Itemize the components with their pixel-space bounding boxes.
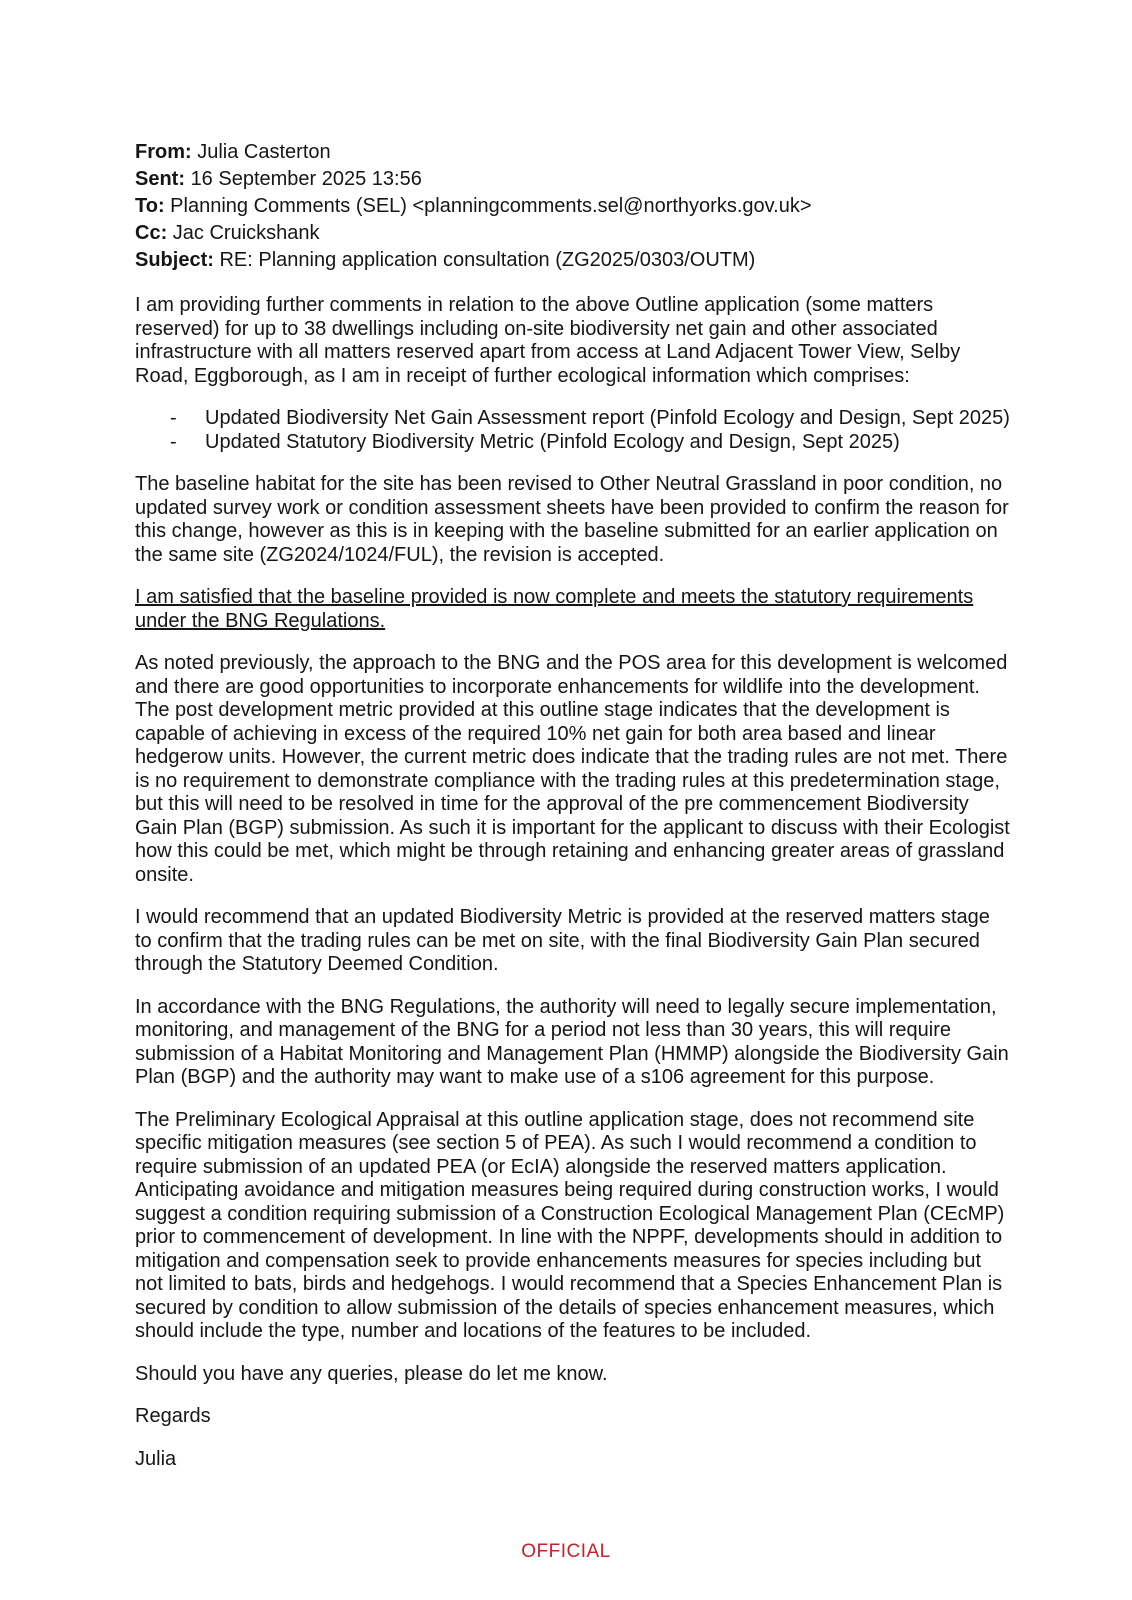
signoff-name: Julia — [135, 1447, 177, 1470]
header-field-to — [135, 193, 1011, 220]
signoff-regards: Regards — [135, 1405, 211, 1427]
attachment-list — [135, 407, 1011, 454]
cc-label: Cc: — [135, 222, 168, 244]
paragraph-bng-approach: As noted previously, the approach to the BNG and the POS area for this development is welcomed and there are good opportunities to incorporate enhancements for wildlife into the development. The post development metric provided at this outline stage indicates that the development is capable of achieving in excess of the required 10% net gain for both area based and linear hedgerow units. However, the current metric does indicate that the trading rules are not met. There is no requirement to demonstrate compliance with the trading rules at this predetermination stage, but this will need to be resolved in time for the approval of the pre commencement Biodiversity Gain Plan (BGP) submission. As such it is important for the applicant to discuss with their Ecologist how this could be met, which might be through retaining and enhancing greater areas of grassland onsite. — [135, 652, 1010, 886]
email-header — [135, 139, 1011, 274]
to-value: Planning Comments (SEL) <planningcomments.sel@northyorks.gov.uk> — [170, 195, 812, 217]
sent-value: 16 September 2025 13:56 — [190, 168, 422, 190]
header-field-sent — [135, 166, 1011, 193]
header-field-subject — [135, 247, 1011, 274]
paragraph-queries: Should you have any queries, please do let me know. — [135, 1362, 608, 1385]
paragraph-ecological-appraisal: The Preliminary Ecological Appraisal at this outline application stage, does not recommend site specific mitigation measures (see section 5 of PEA). As such I would recommend a condition to require submission of an updated PEA (or EcIA) alongside the reserved matters application. Anticipating avoidance and mitigation measures being required during construction works, I would suggest a condition requiring submission of a Construction Ecological Management Plan (CEcMP) prior to commencement of development. In line with the NPPF, developments should in addition to mitigation and compensation seek to provide enhancements measures for species including but not limited to bats, birds and hedgehogs. I would recommend that a Species Enhancement Plan is secured by condition to allow submission of the details of species enhancement measures, which should include the type, number and locations of the features to be included. — [135, 1108, 1005, 1342]
to-label: To: — [135, 195, 165, 217]
subject-value: RE: Planning application consultation (ZG2025/0303/OUTM) — [219, 249, 756, 271]
paragraph-bng-regulations: In accordance with the BNG Regulations, the authority will need to legally secure implementation, monitoring, and management of the BNG for a period not less than 30 years, this will require submission of a Habitat Monitoring and Management Plan (HMMP) alongside the Biodiversity Gain Plan (BGP) and the authority may want to make use of a s106 agreement for this purpose. — [135, 995, 1009, 1088]
cc-value: Jac Cruickshank — [172, 222, 320, 244]
list-item-text: Updated Biodiversity Net Gain Assessment report (Pinfold Ecology and Design, Sept 2025) — [205, 407, 1010, 429]
subject-label: Subject: — [135, 249, 214, 271]
list-item — [135, 431, 1011, 455]
sent-label: Sent: — [135, 168, 185, 190]
official-classification-label: OFFICIAL — [521, 1541, 611, 1562]
bullet-dash: - — [170, 407, 177, 429]
bullet-dash: - — [170, 430, 177, 453]
paragraph-intro: I am providing further comments in relation to the above Outline application (some matters reserved) for up to 38 dwellings including on-site biodiversity net gain and other associated infrastructure with all matters reserved apart from access at Land Adjacent Tower View, Selby Road, Eggborough, as I am in receipt of further ecological information which comprises: — [135, 294, 961, 387]
from-value: Julia Casterton — [197, 141, 331, 163]
paragraph-baseline-satisfied: I am satisfied that the baseline provided is now complete and meets the statutory requirements under the BNG Regulations. — [135, 586, 974, 632]
from-label: From: — [135, 141, 192, 163]
list-item-text: Updated Statutory Biodiversity Metric (Pinfold Ecology and Design, Sept 2025) — [205, 430, 900, 453]
paragraph-metric-recommendation: I would recommend that an updated Biodiversity Metric is provided at the reserved matters stage to confirm that the trading rules can be met on site, with the final Biodiversity Gain Plan secured through the Statutory Deemed Condition. — [135, 906, 990, 975]
paragraph-baseline-habitat: The baseline habitat for the site has been revised to Other Neutral Grassland in poor condition, no updated survey work or condition assessment sheets have been provided to confirm the reason for this change, however as this is in keeping with the baseline submitted for an earlier application on the same site (ZG2024/1024/FUL), the revision is accepted. — [135, 473, 1009, 566]
list-item — [135, 407, 1011, 431]
header-field-cc — [135, 220, 1011, 247]
header-field-from — [135, 139, 1011, 166]
email-content — [135, 139, 1011, 1471]
